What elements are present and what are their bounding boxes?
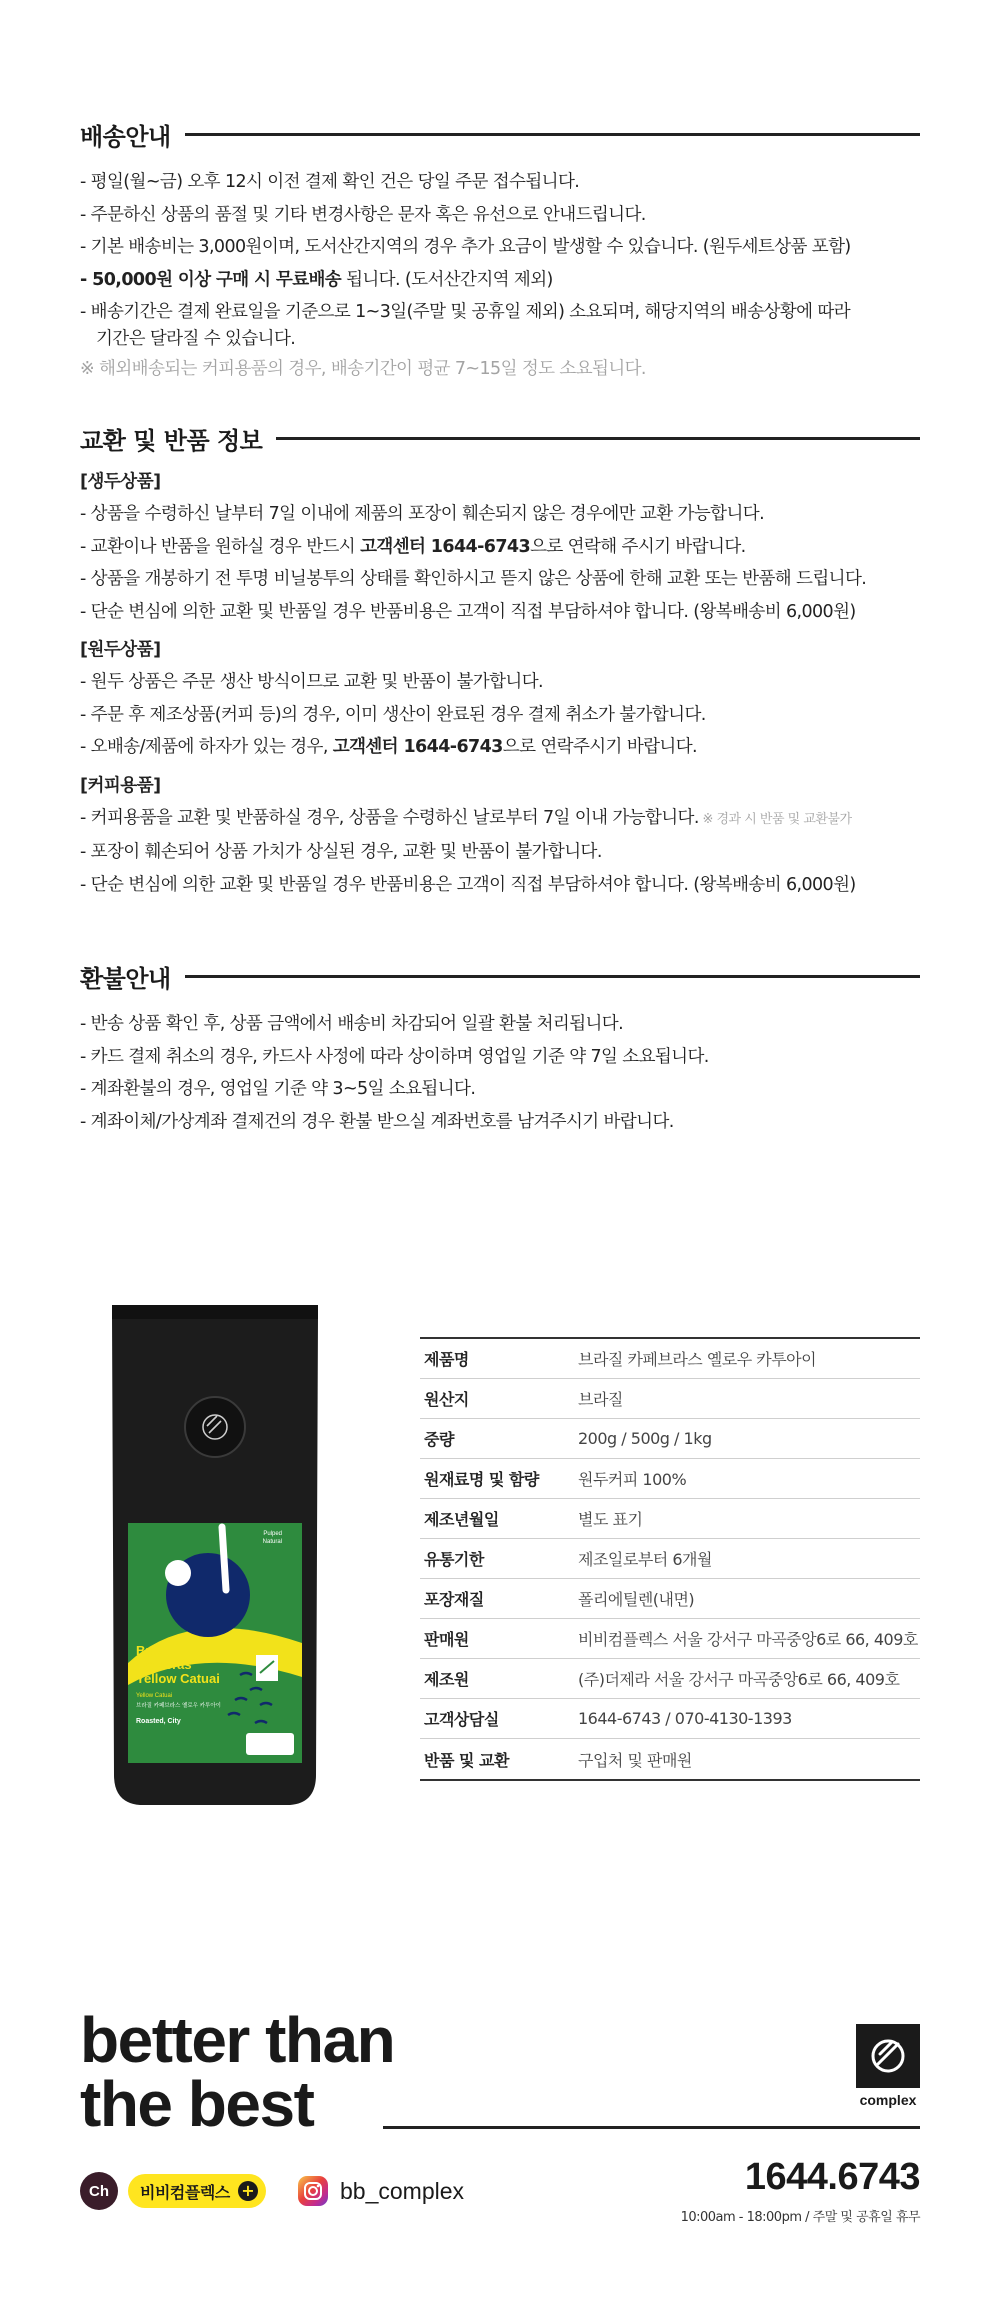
spec-row: [420, 1659, 920, 1699]
spec-key: 제조년월일: [424, 1510, 499, 1529]
refund-line: - 반송 상품 확인 후, 상품 금액에서 배송비 차감되어 일괄 환불 처리됩니다.: [80, 1014, 624, 1034]
coffee-goods-line: - 단순 변심에 의한 교환 및 반품일 경우 반품비용은 고객이 직접 부담하셔야 합니다. (왕복배송비 6,000원): [80, 874, 856, 895]
spec-value: 별도 표기: [578, 1510, 643, 1529]
shipping-section: [80, 116, 920, 386]
spec-row: [420, 1339, 920, 1379]
roasted-bean-text: 으로 연락주시기 바랍니다.: [502, 737, 698, 757]
bag-kor: 브라질 카페브라스 옐로우 카투아이: [136, 1703, 221, 1709]
exchange-title: 교환 및 반품 정보: [80, 426, 263, 455]
instagram-glyph-icon: [298, 2176, 328, 2206]
bag-tag-bottom: Natural: [262, 1539, 282, 1545]
roasted-bean-line: - 주문 후 제조상품(커피 등)의 경우, 이미 생산이 완료된 경우 결제 취소가 불가합니다.: [80, 704, 706, 725]
roasted-bean-line: [80, 731, 920, 764]
channel-name: 비비컴플렉스: [140, 2182, 230, 2202]
kakao-channel-button[interactable]: [128, 2174, 266, 2208]
free-shipping-bold: - 50,000원 이상 구매 시 무료배송: [80, 269, 342, 290]
free-shipping-rest: 됩니다. (도서산간지역 제외): [341, 269, 553, 290]
spec-key: 고객상담실: [424, 1710, 499, 1729]
spec-row: [420, 1579, 920, 1619]
spec-row: [420, 1419, 920, 1459]
spec-key: 포장재질: [424, 1590, 484, 1609]
spec-row: [420, 1499, 920, 1539]
shipping-title: 배송안내: [80, 122, 171, 151]
slogan-line1: better than: [80, 2004, 395, 2076]
coffee-goods-label: [커피용품]: [80, 775, 161, 796]
section-divider: [185, 133, 920, 136]
spec-value: 비비컴플렉스 서울 강서구 마곡중앙6로 66, 409호: [578, 1630, 918, 1649]
coffee-bag-illustration: [110, 1305, 320, 1810]
bag-tag-top: Pulped: [263, 1531, 282, 1537]
green-bean-line: - 상품을 수령하신 날부터 7일 이내에 제품의 포장이 훼손되지 않은 경우에만 교환 가능합니다.: [80, 504, 765, 524]
bag-name-line1: Brazil: [136, 1643, 172, 1658]
kakao-channel-icon[interactable]: Ch: [80, 2172, 118, 2210]
spec-row: [420, 1539, 920, 1579]
spec-value: 1644-6743 / 070-4130-1393: [578, 1709, 792, 1728]
shipping-period-line: - 배송기간은 결제 완료일을 기준으로 1~3일(주말 및 공휴일 제외) 소요되며, 해당지역의 배송상황에 따라: [80, 302, 851, 322]
green-bean-text: - 교환이나 반품을 원하실 경우 반드시: [80, 536, 361, 557]
spec-value: 브라질: [578, 1390, 623, 1409]
green-bean-line: - 단순 변심에 의한 교환 및 반품일 경우 반품비용은 고객이 직접 부담하셔야 합니다. (왕복배송비 6,000원): [80, 601, 856, 622]
refund-title: 환불안내: [80, 964, 171, 993]
shipping-line: - 기본 배송비는 3,000원이며, 도서산간지역의 경우 추가 요금이 발생할 수 있습니다. (원두세트상품 포함): [80, 237, 851, 257]
spec-value: 제조일로부터 6개월: [578, 1550, 712, 1569]
logo-mark-icon: [856, 2024, 920, 2088]
spec-key: 원산지: [424, 1390, 469, 1409]
bag-sub: Yellow Catuai: [136, 1693, 173, 1699]
spec-key: 제조원: [424, 1670, 469, 1689]
spec-row: [420, 1699, 920, 1739]
slogan-line2: the best: [80, 2068, 314, 2140]
section-divider: [276, 437, 920, 440]
slogan: [80, 2004, 395, 2140]
roasted-bean-label: [원두상품]: [80, 640, 161, 660]
spec-key: 원재료명 및 함량: [424, 1470, 539, 1489]
refund-header: [80, 958, 920, 994]
spec-key: 판매원: [424, 1630, 469, 1649]
footer-divider: [383, 2126, 920, 2129]
product-spec-table: [420, 1337, 920, 1781]
spec-row: [420, 1379, 920, 1419]
green-bean-text: 으로 연락해 주시기 바랍니다.: [530, 536, 746, 557]
shipping-line: - 주문하신 상품의 품절 및 기타 변경사항은 문자 혹은 유선으로 안내드립니다.: [80, 204, 646, 225]
spec-key: 중량: [424, 1430, 454, 1449]
bag-name-line3: Yellow Catuai: [136, 1671, 220, 1686]
refund-line: - 카드 결제 취소의 경우, 카드사 사정에 따라 상이하며 영업일 기준 약 7일 소요됩니다.: [80, 1046, 709, 1067]
refund-line: - 계좌이체/가상계좌 결제건의 경우 환불 받으실 계좌번호를 남겨주시기 바랍니다.: [80, 1111, 674, 1132]
logo-text: complex: [859, 2092, 917, 2108]
spec-value: 브라질 카페브라스 옐로우 카투아이: [578, 1350, 817, 1369]
spec-value: 구입처 및 판매원: [578, 1750, 692, 1770]
bag-roast: Roasted, City: [136, 1718, 181, 1725]
shipping-period-cont: 기간은 달라질 수 있습니다.: [96, 329, 296, 349]
exchange-section: [80, 420, 920, 901]
shipping-note: ※ 해외배송되는 커피용품의 경우, 배송기간이 평균 7~15일 정도 소요됩니다.: [80, 359, 646, 379]
spec-value: 원두커피 100%: [578, 1470, 687, 1489]
roasted-bean-line: - 원두 상품은 주문 생산 방식이므로 교환 및 반품이 불가합니다.: [80, 672, 543, 692]
plus-icon: +: [238, 2181, 258, 2201]
free-shipping-line: [80, 264, 920, 297]
coffee-goods-text: - 커피용품을 교환 및 반품하실 경우, 상품을 수령하신 날로부터 7일 이내 가능합니다.: [80, 807, 699, 828]
roasted-bean-text: - 오배송/제품에 하자가 있는 경우,: [80, 737, 333, 757]
spec-value: 200g / 500g / 1kg: [578, 1429, 712, 1448]
instagram-handle[interactable]: bb_complex: [340, 2178, 465, 2204]
spec-key: 제품명: [424, 1350, 469, 1369]
bag-name-line2: Cafebras: [136, 1657, 192, 1672]
customer-center-bold: 고객센터 1644-6743: [332, 737, 503, 757]
coffee-goods-note: ※ 경과 시 반품 및 교환불가: [698, 811, 852, 827]
green-bean-line: [80, 531, 920, 564]
complex-logo-icon: [856, 2024, 920, 2088]
customer-center-bold: 고객센터 1644-6743: [360, 536, 531, 557]
spec-row: [420, 1739, 920, 1779]
phone-number: 1644.6743: [744, 2156, 920, 2198]
business-hours: 10:00am - 18:00pm / 주말 및 공휴일 휴무: [680, 2210, 920, 2225]
spec-value: 폴리에틸렌(내면): [578, 1590, 695, 1609]
shipping-line: - 평일(월~금) 오후 12시 이전 결제 확인 건은 당일 주문 접수됩니다.: [80, 172, 580, 192]
coffee-goods-line: [80, 802, 920, 837]
spec-value: (주)더제라 서울 강서구 마곡중앙6로 66, 409호: [578, 1670, 900, 1689]
spec-key: 반품 및 교환: [424, 1750, 509, 1770]
section-divider: [185, 975, 920, 978]
spec-key: 유통기한: [424, 1550, 484, 1569]
refund-line: - 계좌환불의 경우, 영업일 기준 약 3~5일 소요됩니다.: [80, 1079, 476, 1099]
instagram-icon[interactable]: [298, 2176, 328, 2206]
exchange-header: [80, 420, 920, 456]
coffee-bag-image: [110, 1305, 320, 1810]
spec-row: [420, 1459, 920, 1499]
green-bean-line: - 상품을 개봉하기 전 투명 비닐봉투의 상태를 확인하시고 뜯지 않은 상품에 한해 교환 또는 반품해 드립니다.: [80, 569, 867, 589]
shipping-header: [80, 116, 920, 152]
spec-row: [420, 1619, 920, 1659]
green-bean-label: [생두상품]: [80, 472, 161, 492]
refund-section: [80, 958, 920, 1138]
coffee-goods-line: - 포장이 훼손되어 상품 가치가 상실된 경우, 교환 및 반품이 불가합니다.: [80, 842, 602, 862]
